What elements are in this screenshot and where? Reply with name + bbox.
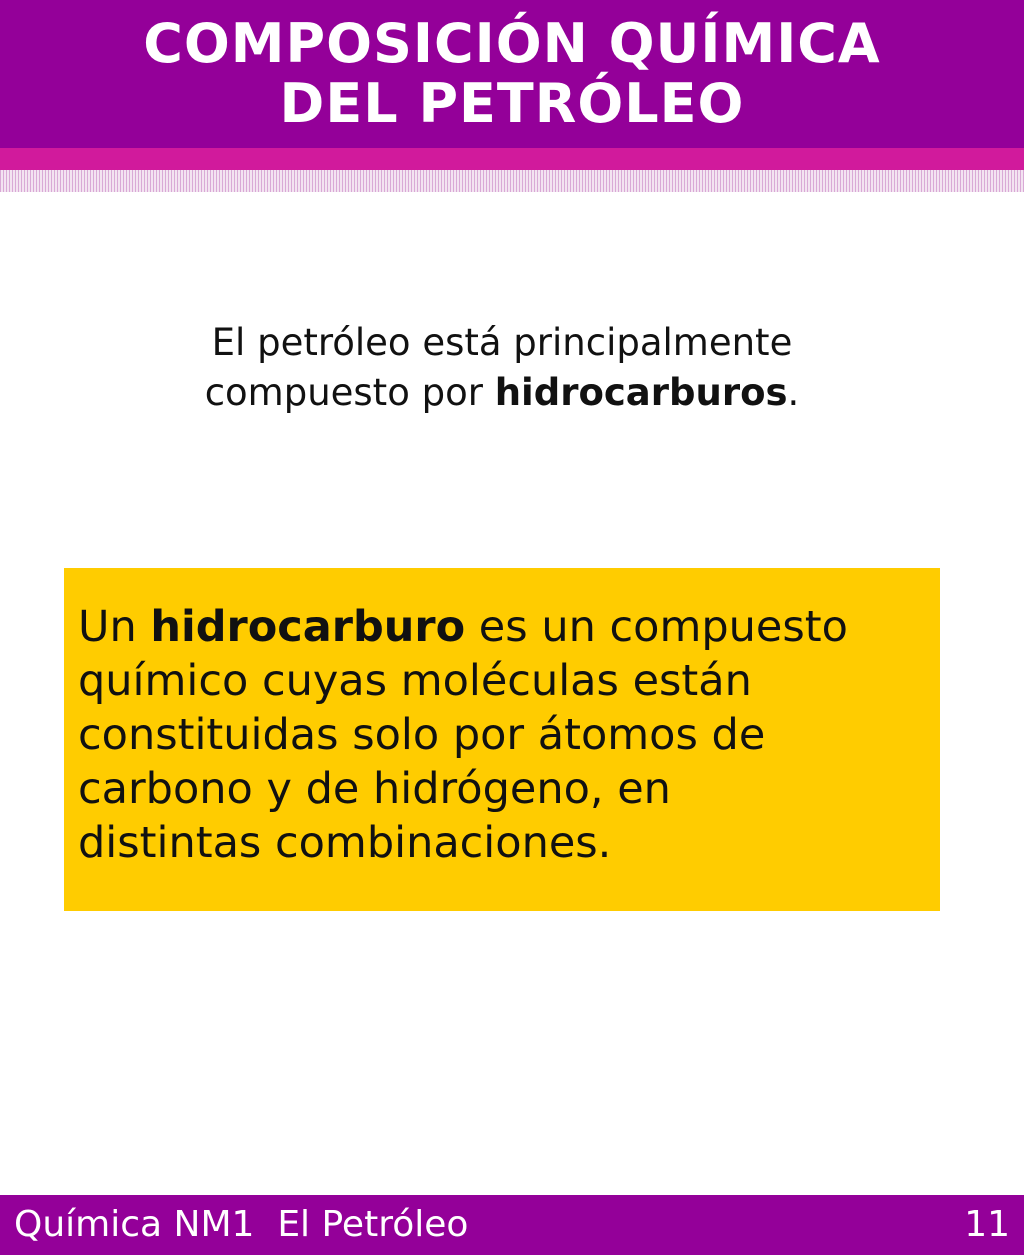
definition-line-1-suffix: es un compuesto [465, 602, 848, 652]
footer-topic: El Petróleo [277, 1204, 469, 1245]
intro-keyword-hidrocarburos: hidrocarburos [494, 371, 788, 414]
definition-line-3: constituidas solo por átomos de [78, 710, 766, 760]
footer-course: Química NM1 [14, 1204, 255, 1245]
slide-page-number: 11 [964, 1204, 1010, 1245]
intro-line-2 [100, 368, 904, 418]
definition-text [78, 600, 938, 870]
definition-line-1-prefix: Un [78, 602, 151, 652]
intro-line-2-prefix: compuesto por [204, 371, 495, 414]
definition-line-5: distintas combinaciones. [78, 818, 612, 868]
footer-caption [14, 1201, 468, 1249]
intro-line-1: El petróleo está principalmente [211, 321, 793, 364]
definition-line-2: químico cuyas moléculas están [78, 656, 752, 706]
intro-paragraph [100, 318, 904, 418]
slide-title-line-1: COMPOSICIÓN QUÍMICA [143, 12, 881, 75]
intro-line-2-suffix: . [787, 371, 800, 414]
slide-title-line-2: DEL PETRÓLEO [279, 72, 745, 135]
header-stripe [0, 148, 1024, 170]
definition-line-4: carbono y de hidrógeno, en [78, 764, 671, 814]
slide-title [0, 14, 1024, 134]
header-dither-band [0, 170, 1024, 192]
definition-keyword-hidrocarburo: hidrocarburo [150, 602, 466, 652]
definition-line-1 [78, 600, 938, 654]
